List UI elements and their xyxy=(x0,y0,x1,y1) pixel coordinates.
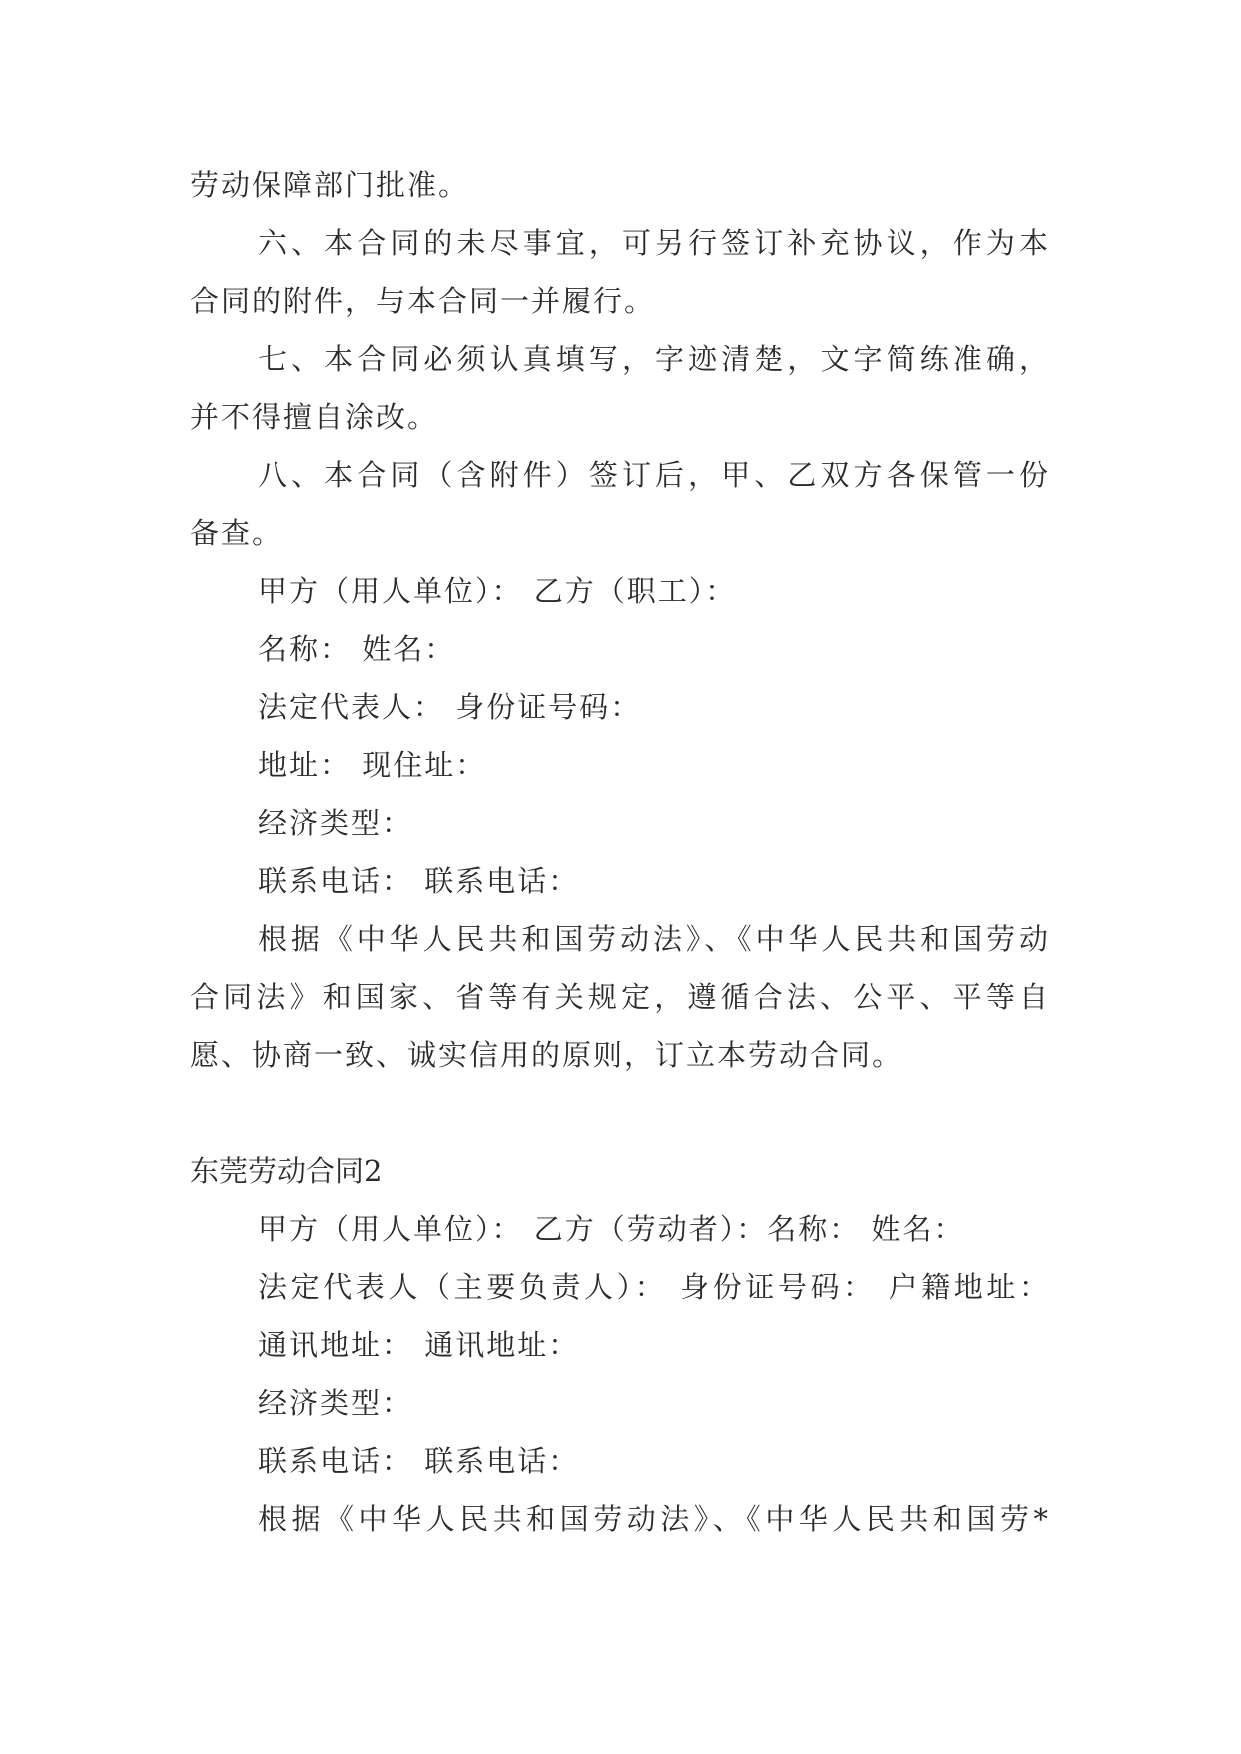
text-line: 备查。 xyxy=(190,516,284,550)
phone-field-line: 联系电话： 联系电话： xyxy=(258,864,580,898)
section-heading: 东莞劳动合同2 xyxy=(190,1154,383,1188)
clause-eight-line: 八、本合同（含附件）签订后，甲、乙双方各保管一份 xyxy=(258,458,1050,492)
party-header-line: 甲方（用人单位）： 乙方（职工）： xyxy=(258,574,737,608)
document-body xyxy=(190,156,1050,1548)
economic-type-field-line: 经济类型： xyxy=(258,1386,414,1420)
representative-field-line: 法定代表人（主要负责人）： 身份证号码： 户籍地址： xyxy=(258,1270,1050,1304)
text-line: 劳动保障部门批准。 xyxy=(190,168,470,202)
economic-type-field-line: 经济类型： xyxy=(258,806,414,840)
phone-field-line: 联系电话： 联系电话： xyxy=(258,1444,580,1478)
text-line: 合同的附件，与本合同一并履行。 xyxy=(190,284,656,318)
text-line: 并不得擅自涂改。 xyxy=(190,400,439,434)
preamble-line: 合同法》和国家、省等有关规定，遵循合法、公平、平等自 xyxy=(190,980,1050,1014)
blank-line xyxy=(190,1084,1050,1142)
clause-seven-line: 七、本合同必须认真填写，字迹清楚，文字简练准确， xyxy=(258,342,1050,376)
preamble-line: 根据《中华人民共和国劳动法》、《中华人民共和国劳* xyxy=(258,1502,1050,1536)
clause-six-line: 六、本合同的未尽事宜，可另行签订补充协议，作为本 xyxy=(258,226,1050,260)
name-field-line: 名称： 姓名： xyxy=(258,632,456,666)
preamble-line: 愿、协商一致、诚实信用的原则，订立本劳动合同。 xyxy=(190,1038,904,1072)
address-field-line: 地址： 现住址： xyxy=(258,748,487,782)
representative-field-line: 法定代表人： 身份证号码： xyxy=(258,690,642,724)
party-header-line: 甲方（用人单位）： 乙方（劳动者）：名称： 姓名： xyxy=(258,1212,965,1246)
mailing-address-field-line: 通讯地址： 通讯地址： xyxy=(258,1328,580,1362)
preamble-line: 根据《中华人民共和国劳动法》、《中华人民共和国劳动 xyxy=(258,922,1050,956)
